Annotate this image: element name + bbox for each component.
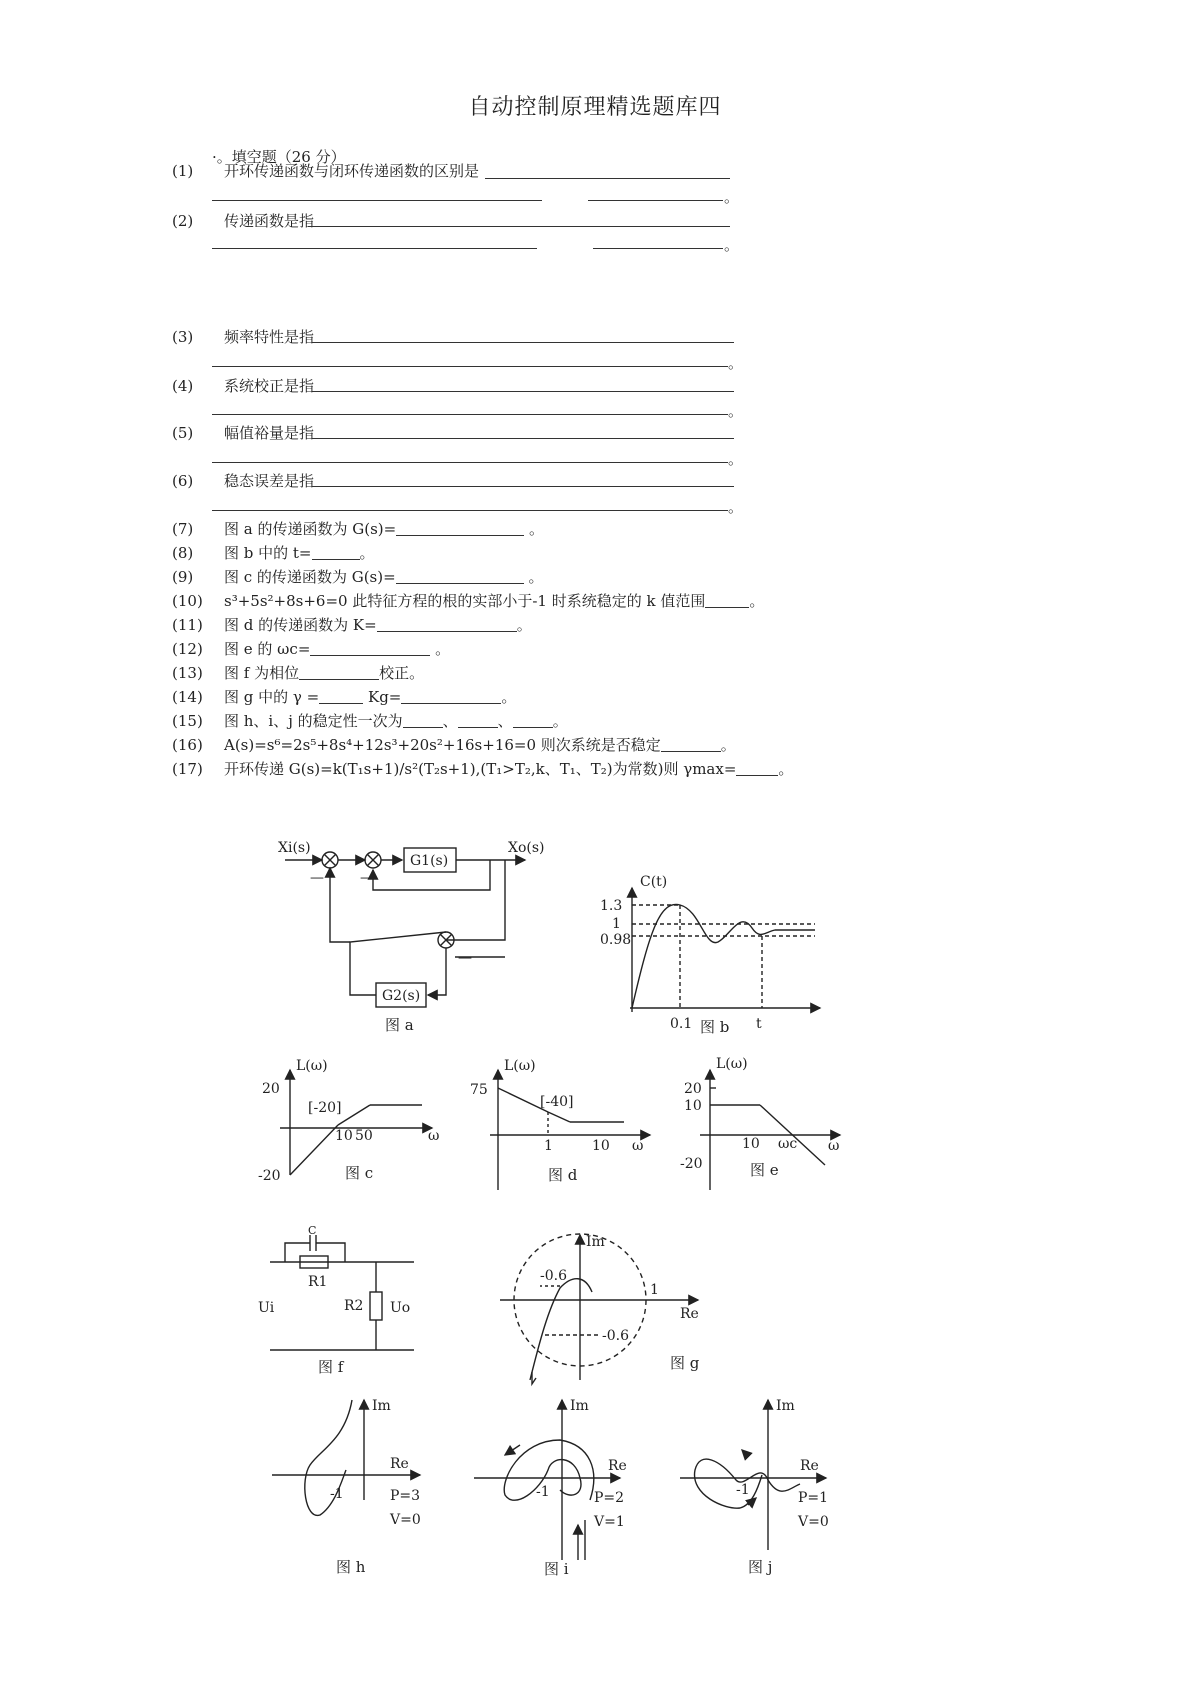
fig-h-re-label: Re — [390, 1456, 409, 1472]
fig-i-p: P=2 — [594, 1490, 625, 1506]
fig-e-tick: 10 — [742, 1136, 760, 1152]
fig-h-v: V=0 — [390, 1512, 421, 1528]
figure-g-nyquist — [500, 1234, 698, 1384]
question-tail: 。 — [516, 616, 532, 634]
fig-f-caption: 图 f — [318, 1358, 344, 1376]
period: 。 — [728, 498, 744, 516]
fig-f-ui-label: Ui — [258, 1300, 275, 1316]
fig-f-r1-label: R1 — [308, 1274, 328, 1290]
fig-g-label: 1 — [650, 1282, 659, 1298]
question-tail: 。 — [778, 760, 794, 778]
fig-i-v: V=1 — [594, 1514, 625, 1530]
fig-c-tick: -20 — [258, 1168, 281, 1184]
fig-j-im-label: Im — [776, 1398, 795, 1414]
fig-c-tick: 20 — [262, 1081, 280, 1097]
fig-e-ylabel: L(ω) — [716, 1056, 748, 1072]
question-number: (16) — [172, 736, 203, 754]
question-number: (12) — [172, 640, 203, 658]
fig-f-uo-label: Uo — [390, 1300, 411, 1316]
fig-a-g1-label: G1(s) — [410, 853, 449, 869]
question-text: 开环传递 G(s)=k(T₁s+1)/s²(T₂s+1),(T₁>T₂,k、T₁、T₂)为常数)则 γmax= — [224, 760, 737, 778]
period: 。 — [728, 402, 744, 420]
figure-b-step-response — [630, 888, 820, 1012]
fig-f-c-label: C — [308, 1224, 317, 1237]
fig-e-tick: ωc — [778, 1136, 798, 1152]
question-number: (5) — [172, 424, 194, 442]
fig-h-im-label: Im — [372, 1398, 391, 1414]
question-text: 图 g 中的 γ = — [224, 688, 320, 706]
fig-b-tick: 1 — [612, 916, 621, 932]
fig-j-label: -1 — [736, 1482, 750, 1498]
question-number: (9) — [172, 568, 194, 586]
fig-a-input-label: Xi(s) — [278, 840, 311, 856]
fig-a-minus-label: — — [360, 870, 374, 886]
figure-f-circuit — [270, 1235, 414, 1350]
fig-c-ylabel: L(ω) — [296, 1058, 328, 1074]
fig-b-tick: 0.98 — [600, 932, 632, 948]
question-text: 图 c 的传递函数为 G(s)= — [224, 568, 396, 586]
period: 。 — [724, 188, 740, 206]
fig-g-caption: 图 g — [670, 1354, 700, 1372]
fig-b-caption: 图 b — [700, 1018, 730, 1036]
question-tail: 。 — [435, 640, 451, 658]
fig-d-slope: [-40] — [540, 1094, 574, 1110]
fig-c-slope: [-20] — [308, 1100, 342, 1116]
fig-i-label: -1 — [536, 1484, 550, 1500]
question-number: (1) — [172, 162, 194, 180]
fig-c-xlabel: ω — [428, 1128, 440, 1144]
fig-i-re-label: Re — [608, 1458, 627, 1474]
question-number: (2) — [172, 212, 194, 230]
period: 。 — [728, 354, 744, 372]
period: 。 — [728, 450, 744, 468]
separator: 、 — [497, 712, 513, 730]
fig-h-p: P=3 — [390, 1488, 421, 1504]
question-mid: Kg= — [368, 688, 402, 706]
question-number: (6) — [172, 472, 194, 490]
fig-b-ylabel: C(t) — [640, 874, 668, 890]
period: 。 — [724, 236, 740, 254]
fig-e-caption: 图 e — [750, 1161, 779, 1179]
question-text: 系统校正是指 — [224, 377, 315, 395]
question-text: A(s)=s⁶=2s⁵+8s⁴+12s³+20s²+16s+16=0 则次系统是否稳定 — [224, 736, 661, 754]
question-text: 图 e 的 ωc= — [224, 640, 311, 658]
section-heading: ·。填空题（26 分） — [212, 148, 346, 166]
fig-c-tick: 10 — [335, 1128, 353, 1144]
fig-j-caption: 图 j — [748, 1558, 773, 1576]
fig-a-minus-label: — — [458, 950, 472, 966]
separator: 、 — [442, 712, 458, 730]
question-number: (15) — [172, 712, 203, 730]
fig-g-label: -0.6 — [602, 1328, 629, 1344]
fig-e-tick: 10 — [684, 1098, 702, 1114]
question-text: 幅值裕量是指 — [224, 424, 315, 442]
question-text: 图 d 的传递函数为 K= — [224, 616, 377, 634]
fig-j-v: V=0 — [798, 1514, 829, 1530]
fig-e-tick: -20 — [680, 1156, 703, 1172]
question-tail: 。 — [552, 712, 568, 730]
fig-g-re-label: Re — [680, 1306, 699, 1322]
question-number: (3) — [172, 328, 194, 346]
question-text: 稳态误差是指 — [224, 472, 315, 490]
fig-a-minus-label: — — [310, 870, 324, 886]
question-number: (10) — [172, 592, 203, 610]
question-tail: 。 — [749, 592, 765, 610]
question-tail: 。 — [528, 520, 544, 538]
figure-i-nyquist — [474, 1400, 620, 1560]
question-number: (13) — [172, 664, 203, 682]
fig-g-label: -0.6 — [540, 1268, 567, 1284]
question-text: 传递函数是指 — [224, 212, 315, 230]
question-number: (14) — [172, 688, 203, 706]
figure-c-bode — [280, 1070, 432, 1175]
question-text: 图 a 的传递函数为 G(s)= — [224, 520, 397, 538]
fig-d-tick: 75 — [470, 1082, 488, 1098]
fig-a-output-label: Xo(s) — [508, 840, 545, 856]
fig-d-tick: 1 — [544, 1138, 553, 1154]
fig-c-caption: 图 c — [345, 1164, 374, 1182]
fig-e-xlabel: ω — [828, 1138, 840, 1154]
question-text: s³+5s²+8s+6=0 此特征方程的根的实部小于-1 时系统稳定的 k 值范围 — [224, 592, 706, 610]
fig-b-tick: 1.3 — [600, 898, 623, 914]
fig-i-caption: 图 i — [544, 1560, 569, 1578]
fig-h-caption: 图 h — [336, 1558, 366, 1576]
fig-d-ylabel: L(ω) — [504, 1058, 536, 1074]
question-text: 开环传递函数与闭环传递函数的区别是 — [224, 162, 480, 180]
fig-a-g2-label: G2(s) — [382, 988, 421, 1004]
question-number: (7) — [172, 520, 194, 538]
fig-d-caption: 图 d — [548, 1166, 578, 1184]
question-tail: 。 — [359, 544, 375, 562]
fig-b-tick: t — [756, 1016, 762, 1032]
question-number: (17) — [172, 760, 203, 778]
question-number: (4) — [172, 377, 194, 395]
question-tail: 校正。 — [379, 664, 425, 682]
fig-d-xlabel: ω — [632, 1138, 644, 1154]
question-text: 图 f 为相位 — [224, 664, 300, 682]
question-tail: 。 — [528, 568, 544, 586]
fig-g-im-label: Im — [586, 1234, 605, 1250]
question-tail: 。 — [720, 736, 736, 754]
question-text: 频率特性是指 — [224, 328, 315, 346]
fig-f-r2-label: R2 — [344, 1298, 364, 1314]
fig-j-p: P=1 — [798, 1490, 829, 1506]
question-number: (8) — [172, 544, 194, 562]
question-number: (11) — [172, 616, 203, 634]
question-text: 图 h、i、j 的稳定性一次为 — [224, 712, 403, 730]
fig-c-tick: 50 — [355, 1128, 373, 1144]
fig-j-re-label: Re — [800, 1458, 819, 1474]
fig-h-label: -1 — [330, 1486, 344, 1502]
question-text: 图 b 中的 t= — [224, 544, 312, 562]
fig-d-tick: 10 — [592, 1138, 610, 1154]
fig-e-tick: 20 — [684, 1081, 702, 1097]
fig-i-im-label: Im — [570, 1398, 589, 1414]
fig-a-caption: 图 a — [385, 1016, 414, 1034]
page-title: 自动控制原理精选题库四 — [468, 95, 722, 120]
question-tail: 。 — [501, 688, 517, 706]
fig-b-tick: 0.1 — [670, 1016, 693, 1032]
resistor-r2 — [370, 1292, 382, 1320]
